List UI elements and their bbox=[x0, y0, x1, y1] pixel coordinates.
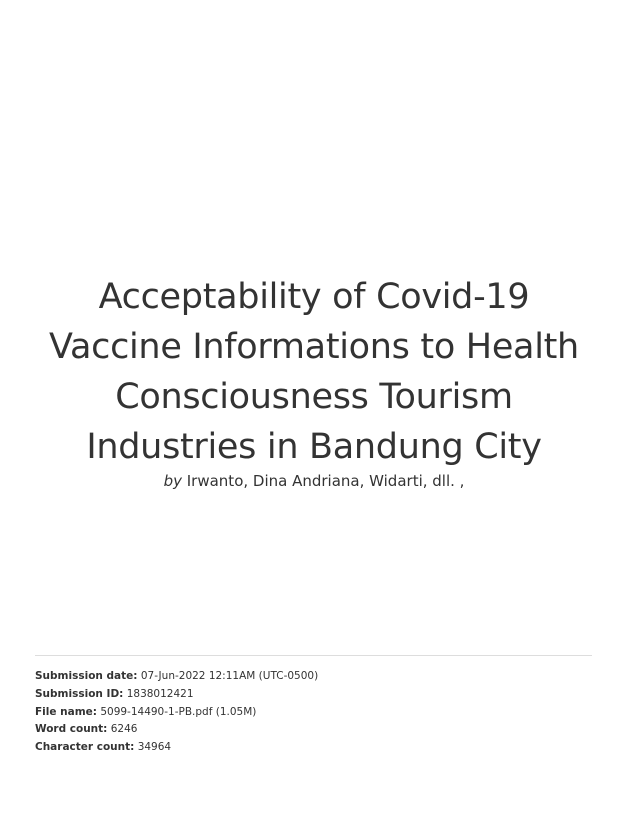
document-title bbox=[0, 272, 628, 472]
file-name-label: File name: bbox=[35, 705, 97, 718]
word-count-label: Word count: bbox=[35, 723, 108, 736]
submission-id-value: 1838012421 bbox=[126, 687, 194, 700]
title-line: Consciousness Tourism bbox=[115, 377, 513, 417]
word-count-row bbox=[35, 721, 592, 739]
character-count-row bbox=[35, 739, 592, 757]
section-divider bbox=[35, 655, 592, 656]
author-byline bbox=[0, 471, 628, 491]
file-name-row bbox=[35, 704, 592, 722]
submission-date-row bbox=[35, 668, 592, 686]
character-count-label: Character count: bbox=[35, 741, 135, 754]
submission-info bbox=[35, 668, 592, 757]
submission-date-value: 07-Jun-2022 12:11AM (UTC-0500) bbox=[140, 670, 319, 682]
submission-id-row bbox=[35, 686, 592, 704]
submission-date-label: Submission date: bbox=[35, 670, 138, 682]
byline-authors: Irwanto, Dina Andriana, Widarti, dll. , bbox=[186, 472, 465, 490]
title-line: Acceptability of Covid-19 bbox=[98, 277, 530, 317]
byline-prefix: by bbox=[163, 472, 182, 490]
title-line: Vaccine Informations to Health bbox=[49, 327, 579, 367]
title-line: Industries in Bandung City bbox=[86, 427, 542, 467]
submission-id-label: Submission ID: bbox=[35, 687, 124, 700]
file-name-value: 5099-14490-1-PB.pdf (1.05M) bbox=[100, 705, 257, 718]
word-count-value: 6246 bbox=[110, 723, 138, 736]
character-count-value: 34964 bbox=[137, 741, 172, 754]
